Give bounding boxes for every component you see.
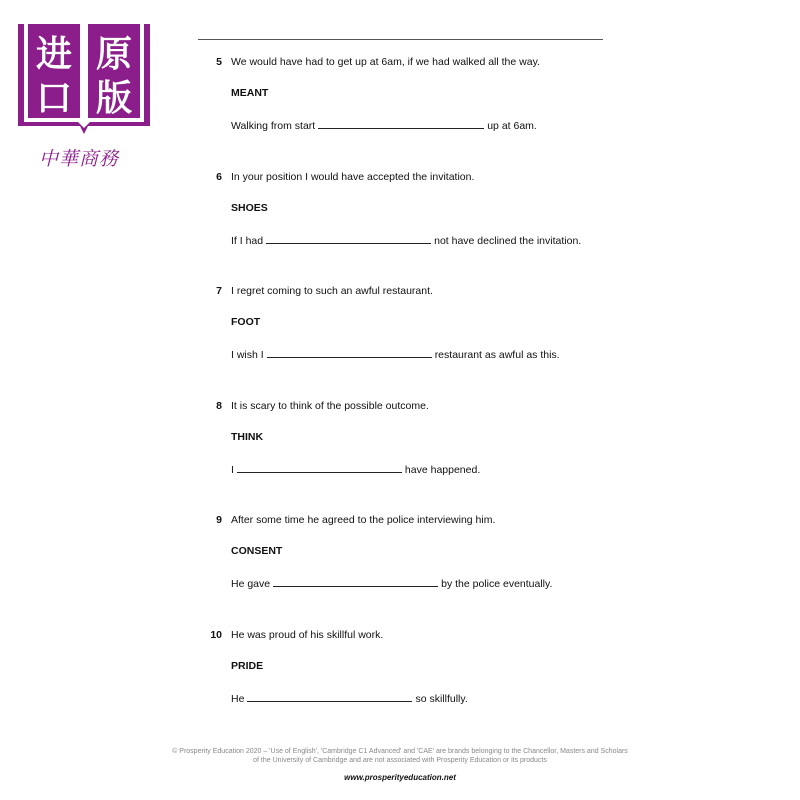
question-keyword: CONSENT	[231, 545, 283, 557]
top-rule	[198, 39, 603, 40]
question-keyword: SHOES	[231, 202, 268, 214]
logo-subtitle: 中華商務	[38, 148, 119, 170]
book-logo-icon	[14, 16, 154, 141]
footer-url-link[interactable]: www.prosperityeducation.net	[344, 773, 456, 782]
question-number: 7	[216, 285, 222, 297]
answer-line	[231, 692, 468, 705]
question-sentence: We would have had to get up at 6am, if we had walked all the way.	[231, 56, 540, 68]
answer-prefix: He gave	[231, 578, 271, 590]
question-number: 10	[210, 629, 222, 641]
answer-suffix: by the police eventually.	[441, 578, 553, 590]
footer-line-2: of the University of Cambridge and are not associated with Prosperity Education or its products	[253, 757, 547, 764]
publisher-logo	[14, 16, 154, 170]
answer-suffix: not have declined the invitation.	[434, 235, 582, 247]
question-sentence: In your position I would have accepted the invitation.	[231, 171, 475, 183]
question-keyword: MEANT	[231, 87, 269, 99]
answer-blank[interactable]	[318, 119, 484, 129]
question-number: 8	[216, 400, 222, 412]
answer-prefix: I	[231, 464, 234, 476]
footer-copyright	[0, 747, 800, 765]
question-keyword: FOOT	[231, 316, 261, 328]
footer-line-1: © Prosperity Education 2020 – 'Use of English', 'Cambridge C1 Advanced' and 'CAE' are brands belonging to the Chancellor, Masters and Scholars	[172, 748, 628, 755]
answer-suffix: restaurant as awful as this.	[434, 349, 560, 361]
answer-suffix: so skillfully.	[415, 693, 468, 705]
question-sentence: It is scary to think of the possible outcome.	[231, 400, 429, 412]
question-keyword: PRIDE	[231, 660, 264, 672]
answer-line	[231, 348, 560, 361]
answer-line	[231, 119, 537, 132]
question-number: 9	[216, 514, 222, 526]
logo-char-1: 进	[35, 34, 73, 75]
answer-prefix: I wish I	[231, 349, 264, 361]
answer-blank[interactable]	[237, 463, 402, 473]
answer-blank[interactable]	[266, 234, 431, 244]
logo-char-3: 口	[35, 78, 73, 119]
question-number: 6	[216, 171, 222, 183]
answer-blank[interactable]	[267, 348, 432, 358]
answer-line	[231, 234, 581, 247]
question-sentence: He was proud of his skillful work.	[231, 629, 384, 641]
answer-line	[231, 463, 480, 476]
answer-prefix: Walking from start	[231, 120, 316, 132]
question-sentence: After some time he agreed to the police interviewing him.	[231, 514, 496, 526]
question-sentence: I regret coming to such an awful restaurant.	[231, 285, 433, 297]
answer-suffix: have happened.	[404, 464, 481, 476]
answer-prefix: If I had	[231, 235, 264, 247]
answer-line	[231, 577, 552, 590]
logo-char-2: 原	[95, 34, 133, 75]
question-number: 5	[216, 56, 222, 68]
answer-blank[interactable]	[247, 692, 412, 702]
answer-blank[interactable]	[273, 577, 438, 587]
question-keyword: THINK	[231, 431, 264, 443]
answer-suffix: up at 6am.	[487, 120, 537, 132]
logo-char-4: 版	[95, 78, 133, 119]
answer-prefix: He	[231, 693, 245, 705]
